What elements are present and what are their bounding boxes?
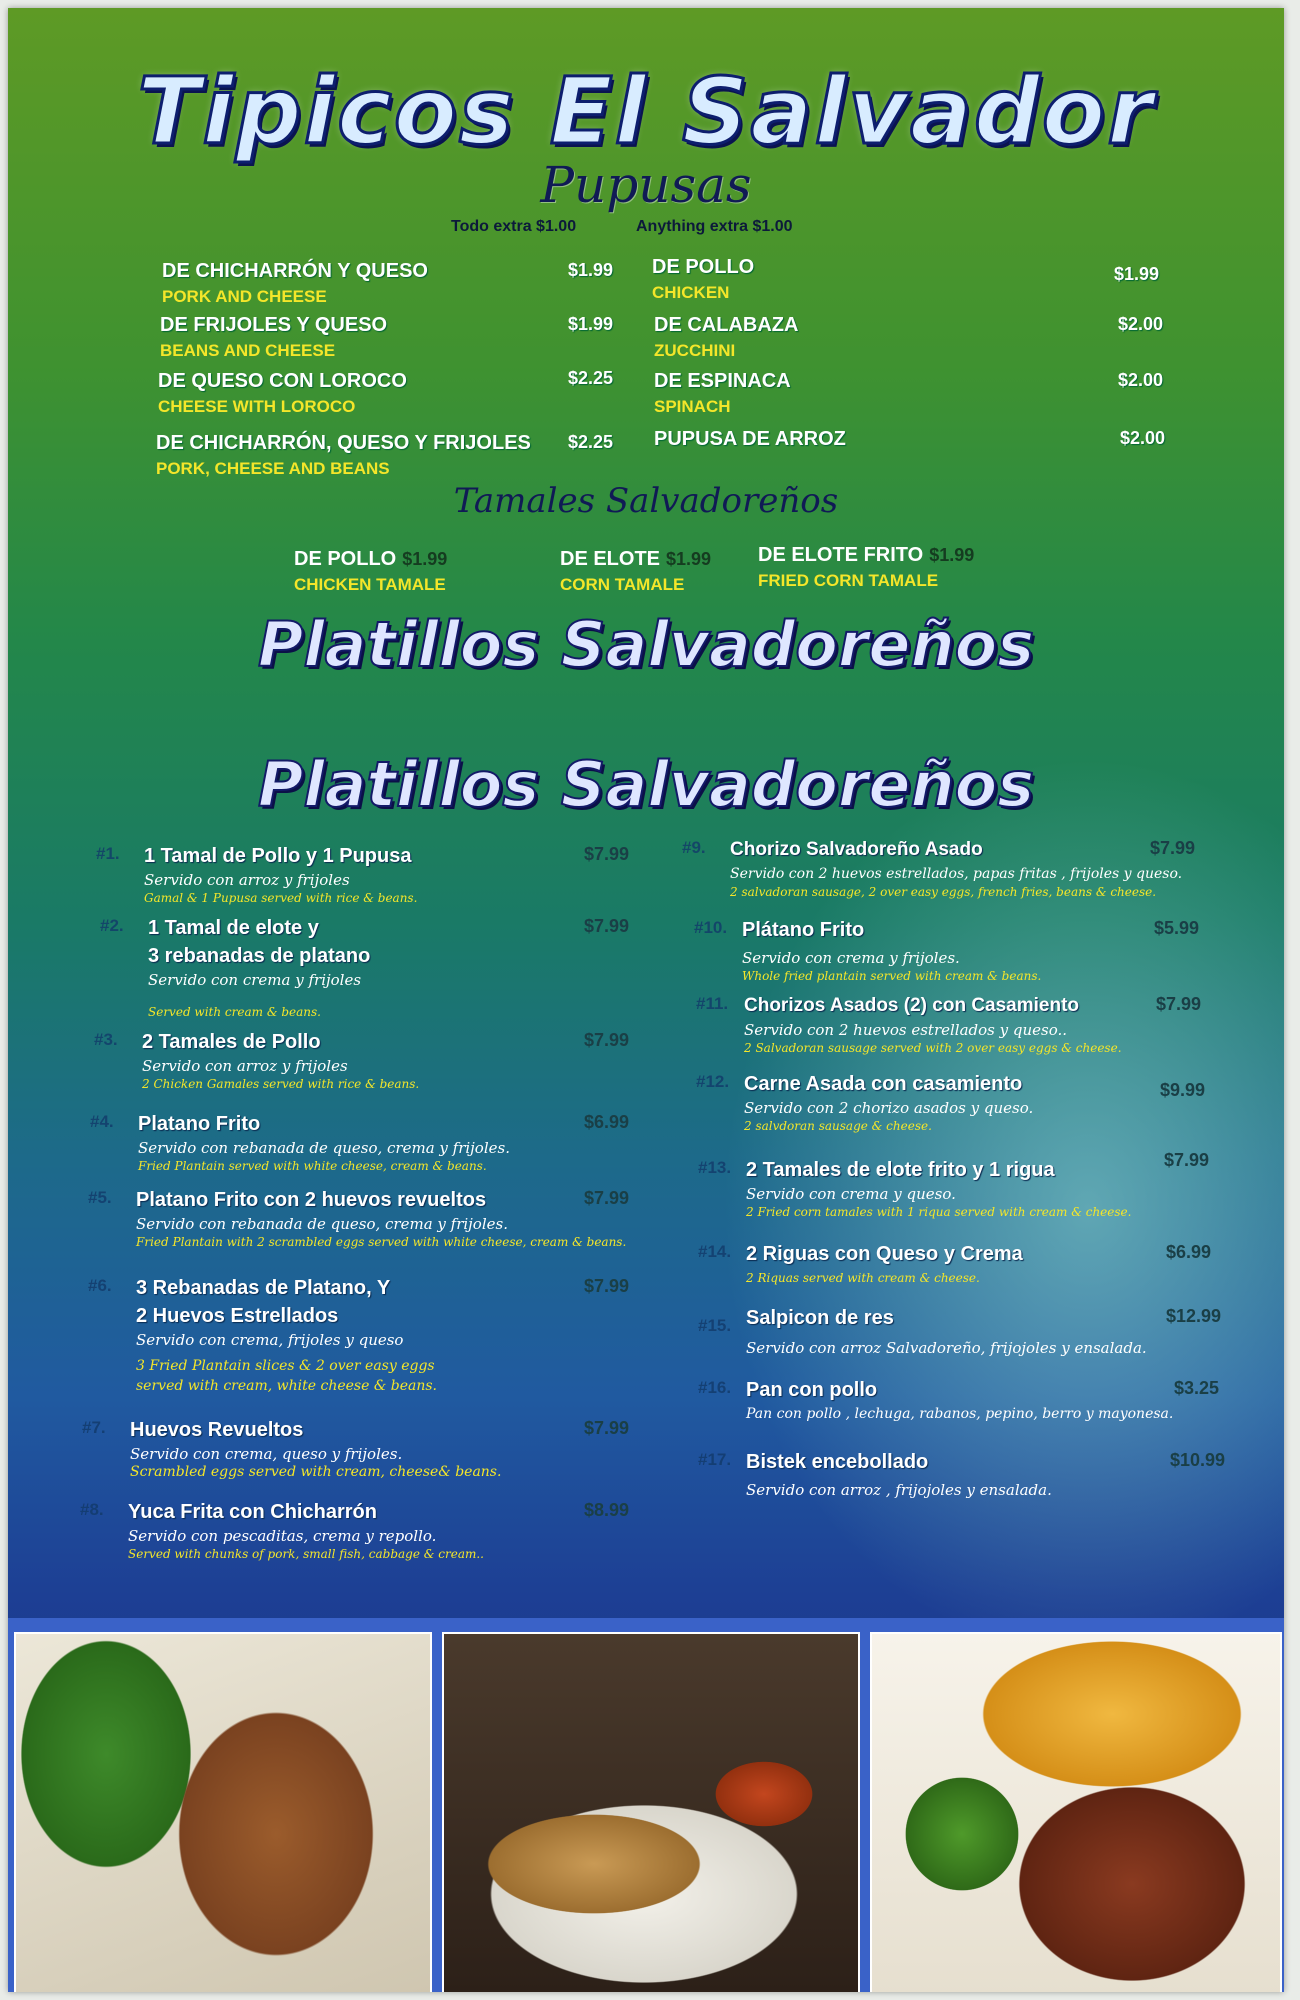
dish-item: #6. 3 Rebanadas de Platano, Y 2 Huevos Estrellados Servido con crema, frijoles y queso 3 Fried Plantain slices & 2 over easy eggs served with cream, white cheese & beans. $7.99 [88, 1276, 630, 1394]
dish-item: #9. Chorizo Salvadoreño Asado Servido con 2 huevos estrellados, papas fritas , frijoles y queso. 2 salvadoran sausage, 2 over easy eggs, french fries, beans & cheese. $7.99 [682, 838, 1196, 899]
pupusa-price: $1.99 [568, 314, 614, 334]
dish-item: #13. 2 Tamales de elote frito y 1 rigua Servido con crema y queso. 2 Fried corn tamales with 1 riqua served with cream & cheese. $7.99 [698, 1150, 1210, 1219]
dish-item: #17. Bistek encebollado Servido con arroz , frijojoles y ensalada. $10.99 [698, 1450, 1226, 1499]
dish-item: #5. Platano Frito con 2 huevos revueltos Servido con rebanada de queso, crema y frijoles. Fried Plantain with 2 scrambled eggs served with white cheese, cream & beans. $7.99 [88, 1188, 630, 1249]
pupusa-price: $2.25 [568, 368, 614, 388]
restaurant-title: Tipicos El Salvador [137, 58, 1155, 165]
dish-item: #8. Yuca Frita con Chicharrón Servido con pescaditas, crema y repollo. Served with chunks of pork, small fish, cabbage & cream.. $8.99 [80, 1500, 630, 1561]
tamales-heading: Tamales Salvadoreños [453, 481, 839, 521]
extra-note-english: Anything extra $1.00 [636, 218, 793, 235]
tamal-item: DE ELOTE $1.99 CORN TAMALE [560, 548, 712, 594]
dish-item: #12. Carne Asada con casamiento Servido con 2 chorizo asados y queso. 2 salvdoran sausage & cheese. $9.99 [696, 1072, 1206, 1133]
pupusa-item: DE CHICHARRÓN, QUESO Y FRIJOLES PORK, CHEESE AND BEANS [156, 432, 531, 478]
dish-item: #2. 1 Tamal de elote y 3 rebanadas de platano Servido con crema y frijoles Served with cream & beans. $7.99 [100, 916, 630, 1019]
dish-item: #7. Huevos Revueltos Servido con crema, queso y frijoles. Scrambled eggs served with cream, cheese& beans. $7.99 [82, 1418, 630, 1480]
pupusa-price: $1.99 [568, 260, 614, 280]
pupusas-heading: Pupusas [540, 156, 752, 214]
pupusa-price: $2.00 [1118, 314, 1164, 334]
pupusa-price: $2.00 [1120, 428, 1166, 448]
food-photo-strip [8, 1618, 1284, 1992]
dish-item: #11. Chorizos Asados (2) con Casamiento Servido con 2 huevos estrellados y queso.. 2 Salvadoran sausage served with 2 over easy eggs & cheese. $7.99 [696, 994, 1202, 1055]
dish-item: #3. 2 Tamales de Pollo Servido con arroz y frijoles 2 Chicken Gamales served with rice & beans. $7.99 [94, 1030, 630, 1091]
pupusa-price: $1.99 [1114, 264, 1160, 284]
platillos-heading-repeat: Platillos Salvadoreños [257, 748, 1035, 821]
tamal-item: DE ELOTE FRITO $1.99 FRIED CORN TAMALE [758, 544, 975, 590]
pupusa-price: $2.00 [1118, 370, 1164, 390]
dish-item: #14. 2 Riguas con Queso y Crema 2 Riquas served with cream & cheese. $6.99 [698, 1242, 1212, 1285]
platillos-heading: Platillos Salvadoreños [257, 608, 1035, 681]
tamal-item: DE POLLO $1.99 CHICKEN TAMALE [294, 548, 448, 594]
pupusa-price: $2.25 [568, 432, 614, 452]
pupusa-item: DE POLLO CHICKEN [652, 256, 755, 302]
dish-item: #4. Platano Frito Servido con rebanada de queso, crema y frijoles. Fried Plantain served with white cheese, cream & beans. $6.99 [90, 1112, 630, 1173]
dish-item: #16. Pan con pollo Pan con pollo , lechuga, rabanos, pepino, berro y mayonesa. $3.25 [698, 1378, 1220, 1422]
dish-item: #1. 1 Tamal de Pollo y 1 Pupusa Servido con arroz y frijoles Gamal & 1 Pupusa served with rice & beans. $7.99 [96, 844, 630, 905]
fried-fish-photo [870, 1632, 1282, 1992]
dish-item: #15. Salpicon de res Servido con arroz Salvadoreño, frijojoles y ensalada. $12.99 [698, 1306, 1222, 1357]
dish-item: #10. Plátano Frito Servido con crema y frijoles. Whole fried plantain served with cream & beans. $5.99 [694, 918, 1200, 983]
pupusas-photo [442, 1632, 860, 1992]
pupusa-item: DE CHICHARRÓN Y QUESO PORK AND CHEESE [162, 260, 428, 306]
extra-note-spanish: Todo extra $1.00 [451, 218, 577, 235]
pupusa-item: DE QUESO CON LOROCO CHEESE WITH LOROCO [158, 370, 407, 416]
pupusa-item: DE CALABAZA ZUCCHINI [654, 314, 799, 360]
pupusa-item: DE ESPINACA SPINACH [654, 370, 791, 416]
pupusa-item: DE FRIJOLES Y QUESO BEANS AND CHEESE [160, 314, 388, 360]
menu-sheet [8, 8, 1284, 1992]
pupusa-item: PUPUSA DE ARROZ [654, 428, 846, 450]
grilled-chicken-photo [14, 1632, 432, 1992]
